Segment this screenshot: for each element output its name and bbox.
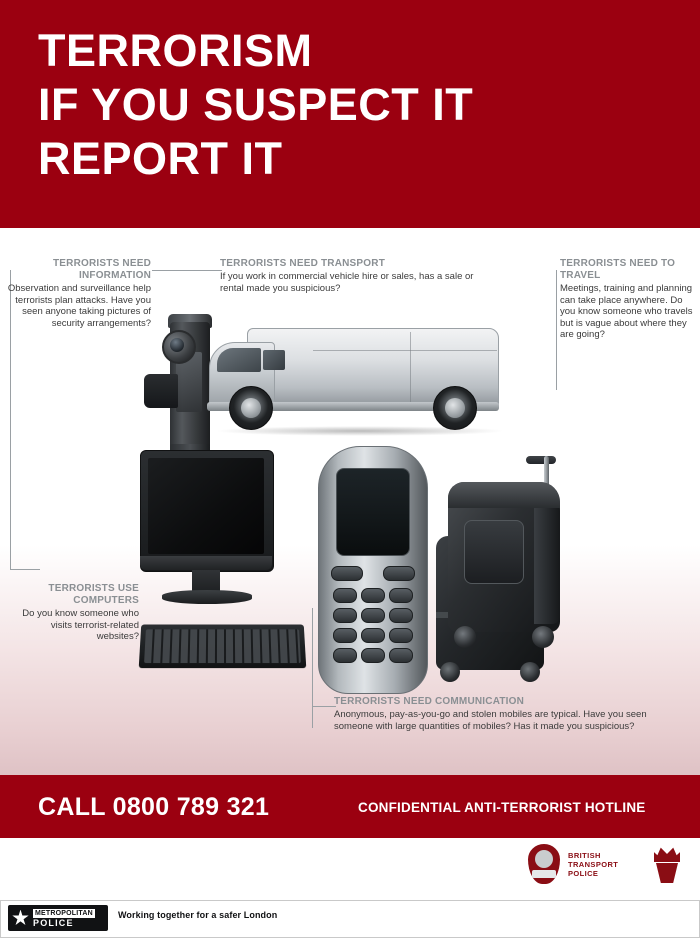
police-star-icon [12, 910, 29, 927]
crown-icon [654, 846, 680, 862]
keyboard-body [139, 625, 307, 669]
met-word-2: POLICE [33, 917, 74, 928]
btp-line-1: BRITISH [568, 850, 601, 860]
hotline-number: CALL 0800 789 321 [38, 793, 270, 821]
btp-logo-text [568, 851, 618, 878]
callout-title-computers: TERRORISTS USE COMPUTERS [48, 583, 139, 606]
headline-line-1: TERRORISM [38, 25, 313, 76]
hotline-subtitle: CONFIDENTIAL ANTI-TERRORIST HOTLINE [358, 800, 646, 815]
city-of-london-police-logo [650, 846, 684, 884]
holdall-top-flap [448, 482, 560, 508]
police-crest-icon [528, 844, 560, 884]
metropolitan-police-strip [0, 900, 700, 939]
monitor-bezel-bottom [140, 556, 272, 570]
computer-keyboard-image [140, 624, 305, 672]
leader-line-center-vertical [312, 608, 313, 708]
holdall-side-panel [534, 498, 560, 624]
mobile-phone-image [318, 446, 426, 696]
holdall-wheel-right [532, 626, 554, 648]
phone-key-hash [389, 648, 413, 663]
callout-body-computers: Do you know someone who visits terrorist-related websites? [22, 608, 139, 642]
btp-line-2: TRANSPORT [568, 859, 619, 869]
van-panel-line [313, 350, 497, 351]
header-text-block [38, 24, 658, 186]
phone-key-star [333, 648, 357, 663]
phone-key-7 [333, 628, 357, 643]
van-front-wheel [229, 386, 273, 430]
callout-title-information: TERRORISTS NEED INFORMATION [52, 258, 151, 281]
met-tagline: Working together for a safer London [118, 910, 278, 920]
camera-grip [144, 374, 178, 408]
camera-lens-glass [170, 338, 184, 352]
leader-line-communication-vertical [312, 706, 313, 728]
callout-body-travel: Meetings, training and planning can take place anywhere. Do you know someone who travels but is vague about where they are going? [560, 283, 693, 340]
leader-line-communication [312, 706, 336, 707]
white-van-image [205, 310, 515, 458]
phone-key-1 [333, 588, 357, 603]
shield-icon [656, 863, 678, 883]
monitor-stand-base [162, 590, 252, 604]
poster-header [0, 0, 700, 228]
headline-line-3: REPORT IT [38, 133, 283, 184]
callout-terrorists-need-to-travel [560, 258, 695, 341]
callout-terrorists-need-communication [334, 696, 664, 732]
btp-line-3: POLICE [568, 868, 599, 878]
phone-key-8 [361, 628, 385, 643]
phone-key-3 [389, 588, 413, 603]
holdall-wheel-left [454, 626, 476, 648]
callout-terrorists-use-computers [14, 583, 139, 643]
phone-key-4 [333, 608, 357, 623]
met-word-1: METROPOLITAN [35, 909, 93, 917]
hotline-band [0, 775, 700, 838]
met-logo-text [33, 909, 95, 928]
leader-line-left-bottom [10, 569, 40, 570]
phone-key-softright [383, 566, 415, 581]
callout-title-travel: TERRORISTS NEED TO TRAVEL [560, 258, 676, 281]
metropolitan-police-logo [8, 905, 108, 931]
callout-title-transport: TERRORISTS NEED TRANSPORT [220, 258, 386, 269]
phone-key-0 [361, 648, 385, 663]
phone-key-9 [389, 628, 413, 643]
keyboard-keys [144, 629, 301, 663]
leader-line-travel-vertical [556, 270, 557, 390]
callout-body-communication: Anonymous, pay-as-you-go and stolen mobiles are typical. Have you seen someone with large quantities of mobiles? Has it made you suspicious? [334, 709, 647, 732]
headline-line-2: IF YOU SUSPECT IT [38, 79, 474, 130]
phone-key-2 [361, 588, 385, 603]
van-door-line [410, 332, 411, 402]
phone-key-softleft [331, 566, 363, 581]
van-windshield [217, 348, 261, 372]
british-transport-police-logo [528, 844, 618, 884]
suitcase-handle-grip [526, 456, 556, 464]
monitor-screen [148, 458, 264, 554]
phone-key-5 [361, 608, 385, 623]
leader-line-information [152, 270, 222, 271]
van-shadow [215, 426, 505, 436]
poster-body [0, 228, 700, 775]
phone-keypad [331, 566, 413, 678]
callout-terrorists-need-transport [220, 258, 490, 294]
phone-screen [336, 468, 410, 556]
wheeled-holdall-image [448, 468, 578, 683]
callout-body-transport: If you work in commercial vehicle hire or sales, has a sale or rental made you suspicious? [220, 271, 474, 294]
logo-band [0, 838, 700, 900]
callout-title-communication: TERRORISTS NEED COMMUNICATION [334, 696, 525, 707]
callout-terrorists-need-information [6, 258, 151, 329]
holdall-front-pocket [464, 520, 524, 584]
van-rear-wheel [433, 386, 477, 430]
computer-monitor-image [140, 450, 290, 625]
van-side-window [263, 350, 285, 370]
phone-key-6 [389, 608, 413, 623]
callout-body-information: Observation and surveillance help terrorists plan attacks. Have you seen anyone taking pictures of security arrangements? [7, 283, 151, 329]
